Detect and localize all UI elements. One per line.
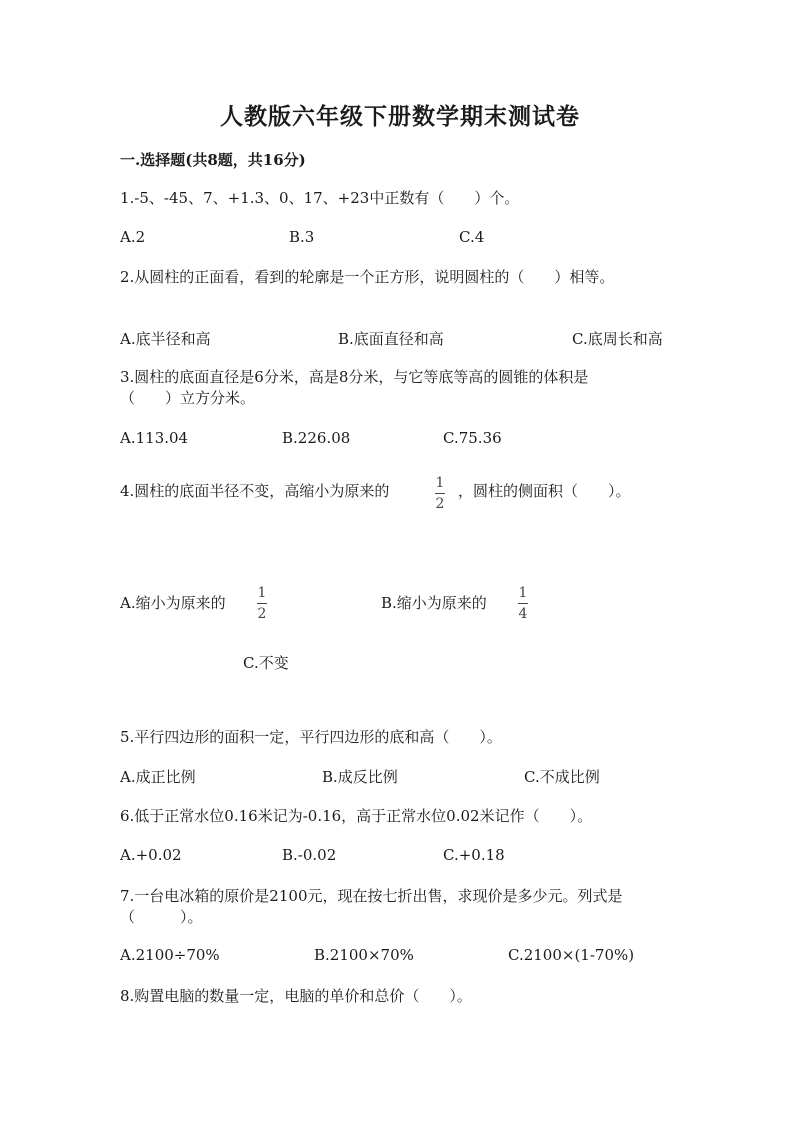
fraction-bar xyxy=(435,493,445,494)
page-title: 人教版六年级下册数学期末测试卷 xyxy=(220,103,580,130)
fraction-bar xyxy=(257,603,267,604)
question-7-line-2: （ ）。 xyxy=(120,908,203,926)
question-7-line-1: 7.一台电冰箱的原价是2100元，现在按七折出售，求现价是多少元。列式是 xyxy=(120,887,623,905)
q6-option-a: A.+0.02 xyxy=(120,846,182,864)
fraction-numerator: 1 xyxy=(518,585,528,601)
question-5: 5.平行四边形的面积一定，平行四边形的底和高（ ）。 xyxy=(120,728,502,746)
q3-option-c: C.75.36 xyxy=(443,429,502,447)
section-header: 一.选择题(共8题，共16分) xyxy=(120,151,306,169)
q2-option-c: C.底周长和高 xyxy=(572,330,663,348)
question-1: 1.-5、-45、7、+1.3、0、17、+23中正数有（ ）个。 xyxy=(120,189,520,207)
fraction-denominator: 4 xyxy=(518,606,528,622)
q4-option-a-fraction xyxy=(257,585,267,622)
q5-option-c: C.不成比例 xyxy=(524,768,600,786)
q7-option-c: C.2100×(1-70%) xyxy=(508,946,635,964)
question-2: 2.从圆柱的正面看，看到的轮廓是一个正方形，说明圆柱的（ ）相等。 xyxy=(120,268,615,286)
q3-option-b: B.226.08 xyxy=(282,429,351,447)
q2-option-a: A.底半径和高 xyxy=(120,330,211,348)
q1-option-b: B.3 xyxy=(289,228,315,246)
question-4-text-before: 4.圆柱的底面半径不变，高缩小为原来的 xyxy=(120,482,390,500)
q5-option-a: A.成正比例 xyxy=(120,768,196,786)
fraction-numerator: 1 xyxy=(435,475,445,491)
question-8: 8.购置电脑的数量一定，电脑的单价和总价（ ）。 xyxy=(120,987,472,1005)
q6-option-b: B.-0.02 xyxy=(282,846,337,864)
fraction-denominator: 2 xyxy=(435,496,445,512)
q4-option-a-label: A.缩小为原来的 xyxy=(120,594,226,612)
question-4-text-after: ，圆柱的侧面积（ ）。 xyxy=(458,482,631,500)
q7-option-a: A.2100÷70% xyxy=(120,946,220,964)
fraction-bar xyxy=(518,603,528,604)
q7-option-b: B.2100×70% xyxy=(314,946,414,964)
q4-option-b-fraction xyxy=(518,585,528,622)
question-3-line-2: （ ）立方分米。 xyxy=(120,389,256,407)
q2-option-b: B.底面直径和高 xyxy=(338,330,444,348)
fraction-numerator: 1 xyxy=(257,585,267,601)
question-4-fraction xyxy=(435,475,445,512)
q6-option-c: C.+0.18 xyxy=(443,846,505,864)
question-6: 6.低于正常水位0.16米记为-0.16，高于正常水位0.02米记作（ ）。 xyxy=(120,807,593,825)
q4-option-c: C.不变 xyxy=(243,654,289,672)
q1-option-c: C.4 xyxy=(459,228,485,246)
q4-option-b-label: B.缩小为原来的 xyxy=(381,594,487,612)
question-3-line-1: 3.圆柱的底面直径是6分米，高是8分米，与它等底等高的圆锥的体积是 xyxy=(120,368,589,386)
fraction-denominator: 2 xyxy=(257,606,267,622)
q1-option-a: A.2 xyxy=(120,228,146,246)
q5-option-b: B.成反比例 xyxy=(322,768,398,786)
q3-option-a: A.113.04 xyxy=(120,429,189,447)
